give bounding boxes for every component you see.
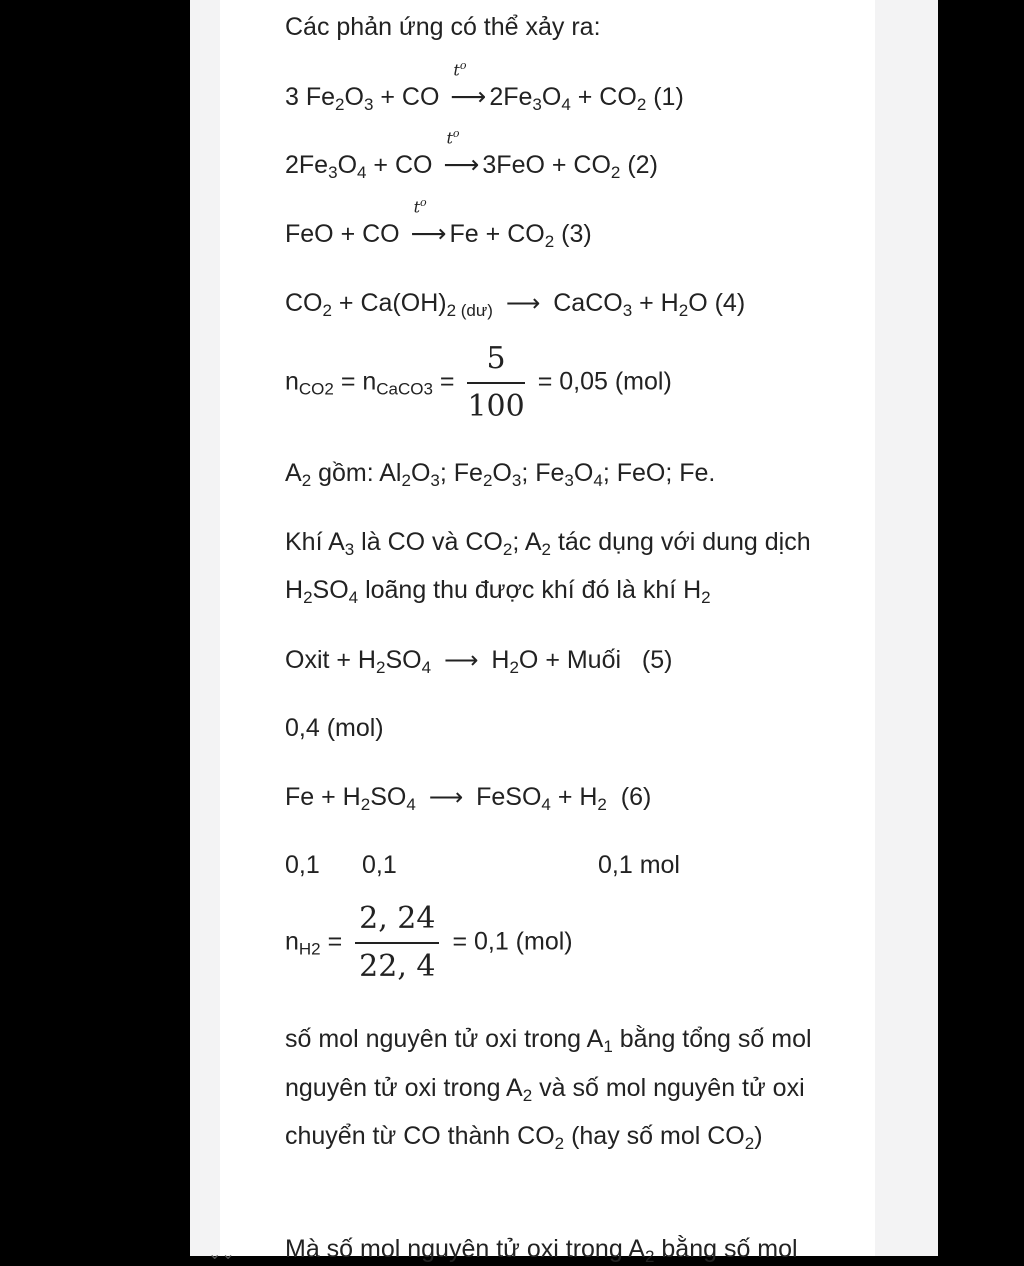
oxygen-paragraph: số mol nguyên tử oxi trong $A_1$ bằng tổng số mol nguyên tử oxi trong $A_2$ và số mol nguyên tử oxi chuyển từ CO thành $CO_2$ (hay số mol $CO_2$) [285,1025,812,1153]
a2-composition: $A_2$ gồm: $Al_2O_3$; $Fe_2O_3$; $Fe_3O_4$; FeO; Fe. [285,459,716,490]
intro-text: Các phản ứng có thể xảy ra: [285,13,601,41]
arrow-icon: ⟶ [505,290,541,317]
arrow-icon: ⟶ [428,784,464,811]
gas-paragraph: Khí $A_3$ là CO và $CO_2$; $A_2$ tác dụng với dung dịch $H_2SO_4$ loãng thu được khí đó là khí $H_2$ [285,528,811,607]
heat-arrow-icon: $t^o$ ⟶ [443,127,480,179]
equation-6: $Fe + H_2SO_4$ ⟶ FeSO$_4$ + $H_2$ (6) [285,783,652,814]
heat-arrow-icon: $t^o$ ⟶ [410,196,447,248]
chevron-down-icon[interactable]: ⌄⌄ [208,1246,235,1263]
fraction: $\frac{5}{100}$ [467,341,525,424]
equation-4: $CO_2 + Ca(OH)_{2 (dư)}$ ⟶ CaCO$_3$ + $H_2O$ (4) [285,289,746,320]
fraction: $\frac{2, 24}{22, 4}$ [355,900,439,986]
arrow-icon: ⟶ [444,647,479,674]
equation-5: Oxit + $H_2SO_4$ ⟶ $H_2O$ + Muối (5) [285,646,673,677]
equation-6-mol: 0,1 0,1 0,1 mol [285,851,680,879]
equation-5-mol: 0,4 (mol) [285,714,384,742]
heat-arrow-icon: $t^o$ ⟶ [450,59,487,111]
equation-1: 3 $Fe_2O_3$ + CO $t^o$ ⟶ $2Fe_3O_4 + CO_2$ (1) [285,59,684,114]
truncated-text: Mà số mol nguyên tử oxi trong $A_2$ bằng số mol [285,1235,798,1266]
equation-2: $2Fe_3O_4$ + CO $t^o$ ⟶ $3FeO + CO_2$ (2) [285,127,658,182]
mol-h2-formula: $n_{H2}$ = $\frac{2, 24}{22, 4}$ = 0,1 (mol) [285,901,573,984]
mol-co2-formula: $n_{CO2} = n_{CaCO3}$ = $\frac{5}{100}$ = 0,05 (mol) [285,341,672,424]
equation-3: FeO + CO $t^o$ ⟶ $Fe + CO_2$ (3) [285,196,592,251]
